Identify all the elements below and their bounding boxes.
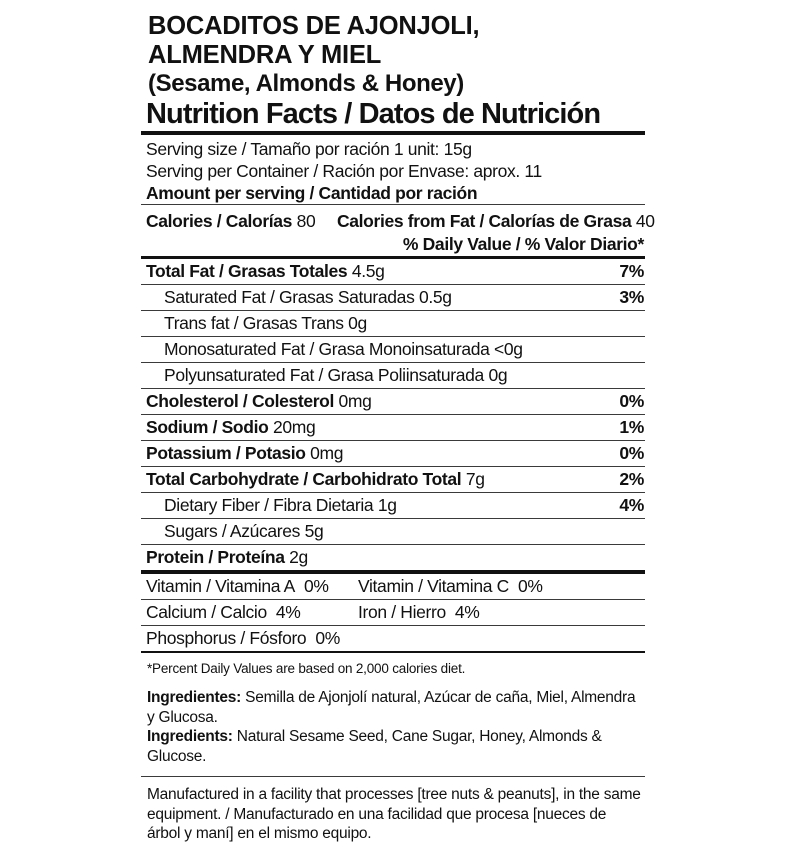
- nutrient-daily-value: 0%: [619, 443, 644, 463]
- vitamin-percent-right: 4%: [454, 602, 480, 622]
- nutrient-row: [141, 311, 645, 336]
- vitamin-percent-left: 0%: [315, 628, 340, 648]
- nutrient-name: Saturated Fat / Grasas Saturadas: [164, 287, 415, 307]
- vitamin-column-right: [358, 600, 479, 625]
- nutrient-row: [141, 493, 645, 518]
- servings-per-container: Serving per Container / Ración por Envase: aprox. 11: [146, 160, 542, 181]
- nutrient-daily-value: 0%: [619, 391, 644, 411]
- vitamin-rows: [141, 574, 645, 651]
- vitamin-percent-left: 4%: [275, 602, 301, 622]
- nutrient-name: Dietary Fiber / Fibra Dietaria: [164, 495, 374, 515]
- nutrient-amount: 0mg: [338, 391, 372, 411]
- nutrient-row: [141, 285, 645, 310]
- nutrient-amount: <0g: [494, 339, 523, 359]
- vitamin-name-right: Iron / Hierro: [358, 602, 446, 622]
- allergen-statement: Manufactured in a facility that processes [tree nuts & peanuts], in the same equipment. / Manufacturado en una facilidad que procesa [nueces de árbol y maní] en el mismo equipo.: [147, 786, 641, 842]
- calories-from-fat-label: Calories from Fat / Calorías de Grasa: [337, 211, 632, 231]
- vitamin-row: [141, 600, 645, 625]
- nutrient-row: [141, 389, 645, 414]
- nutrient-amount: 0g: [348, 313, 367, 333]
- product-name-line-1: BOCADITOS DE AJONJOLI,: [148, 12, 480, 40]
- nutrient-amount: 20mg: [272, 417, 316, 437]
- nutrient-row: [141, 441, 645, 466]
- panel-title: Nutrition Facts / Datos de Nutrición: [146, 98, 601, 130]
- nutrition-facts-label: [141, 12, 655, 844]
- spacer: [141, 777, 645, 785]
- nutrient-name: Potassium / Potasio: [146, 443, 306, 463]
- nutrient-name: Monosaturated Fat / Grasa Monoinsaturada: [164, 339, 490, 359]
- product-title-block: [141, 12, 645, 131]
- nutrient-rows: [141, 259, 645, 570]
- ingredients-spanish: [141, 688, 645, 727]
- nutrient-name: Sodium / Sodio: [146, 417, 269, 437]
- nutrient-row: [141, 467, 645, 492]
- vitamin-column-right: [358, 574, 543, 599]
- nutrient-row: [141, 519, 645, 544]
- nutrient-row: [141, 415, 645, 440]
- vitamin-row: [141, 626, 645, 651]
- ingredients-english: [141, 727, 645, 766]
- vitamin-percent-left: 0%: [304, 576, 329, 596]
- serving-size: Serving size / Tamaño por ración 1 unit: 15g: [146, 139, 472, 159]
- spacer: [141, 766, 645, 776]
- nutrient-amount: 0g: [488, 365, 508, 385]
- nutrient-name: Total Fat / Grasas Totales: [146, 261, 348, 281]
- calories-value: 80: [296, 211, 316, 231]
- nutrient-row: [141, 545, 645, 570]
- nutrient-amount: 5g: [304, 521, 324, 541]
- nutrient-row: [141, 337, 645, 362]
- ingredients-english-text: Natural Sesame Seed, Cane Sugar, Honey, Almonds & Glucose.: [147, 728, 602, 765]
- nutrient-amount: 0mg: [310, 443, 344, 463]
- ingredients-spanish-label: Ingredientes:: [147, 689, 242, 706]
- ingredients-english-label: Ingredients:: [147, 728, 233, 745]
- vitamin-row: [141, 574, 645, 599]
- calories-row: [141, 209, 655, 233]
- nutrient-name: Total Carbohydrate / Carbohidrato Total: [146, 469, 462, 489]
- nutrient-row: [141, 363, 645, 388]
- nutrient-name: Cholesterol / Colesterol: [146, 391, 335, 411]
- nutrient-amount: 0.5g: [418, 287, 452, 307]
- product-name-line-2: ALMENDRA Y MIEL: [148, 41, 382, 69]
- daily-value-header: % Daily Value / % Valor Diario*: [402, 234, 644, 254]
- vitamin-percent-right: 0%: [517, 576, 543, 596]
- nutrient-amount: 4.5g: [351, 261, 385, 281]
- vitamin-name-left: Calcium / Calcio: [146, 602, 267, 622]
- nutrient-amount: 7g: [465, 469, 485, 489]
- nutrient-daily-value: 3%: [619, 287, 644, 307]
- nutrient-name: Sugars / Azúcares: [164, 521, 301, 541]
- nutrient-name: Trans fat / Grasas Trans: [164, 313, 344, 333]
- product-name-english: (Sesame, Almonds & Honey): [148, 70, 464, 97]
- nutrient-amount: 2g: [289, 547, 308, 567]
- nutrient-daily-value: 2%: [619, 469, 644, 489]
- nutrient-row: [141, 259, 645, 284]
- calories-label: Calories / Calorías: [146, 211, 293, 231]
- vitamin-name-left: Phosphorus / Fósforo: [146, 628, 307, 648]
- nutrient-daily-value: 1%: [619, 417, 644, 437]
- calories-from-fat-group: [337, 209, 655, 233]
- vitamin-name-right: Vitamin / Vitamina C: [358, 576, 509, 596]
- amount-per-serving: Amount per serving / Cantidad por ración: [146, 183, 478, 203]
- nutrient-amount: 1g: [377, 495, 397, 515]
- calories-from-fat-value: 40: [635, 211, 655, 231]
- nutrient-daily-value: 4%: [619, 495, 644, 515]
- nutrient-daily-value: 7%: [619, 261, 644, 281]
- vitamin-name-left: Vitamin / Vitamina A: [146, 576, 295, 596]
- ingredients-spanish-text: Semilla de Ajonjolí natural, Azúcar de caña, Miel, Almendra y Glucosa.: [147, 689, 636, 726]
- spacer: [141, 678, 645, 688]
- nutrient-name: Polyunsaturated Fat / Grasa Poliinsaturada: [164, 365, 484, 385]
- nutrient-name: Protein / Proteína: [146, 547, 285, 567]
- daily-value-footnote: *Percent Daily Values are based on 2,000 calories diet.: [147, 661, 466, 676]
